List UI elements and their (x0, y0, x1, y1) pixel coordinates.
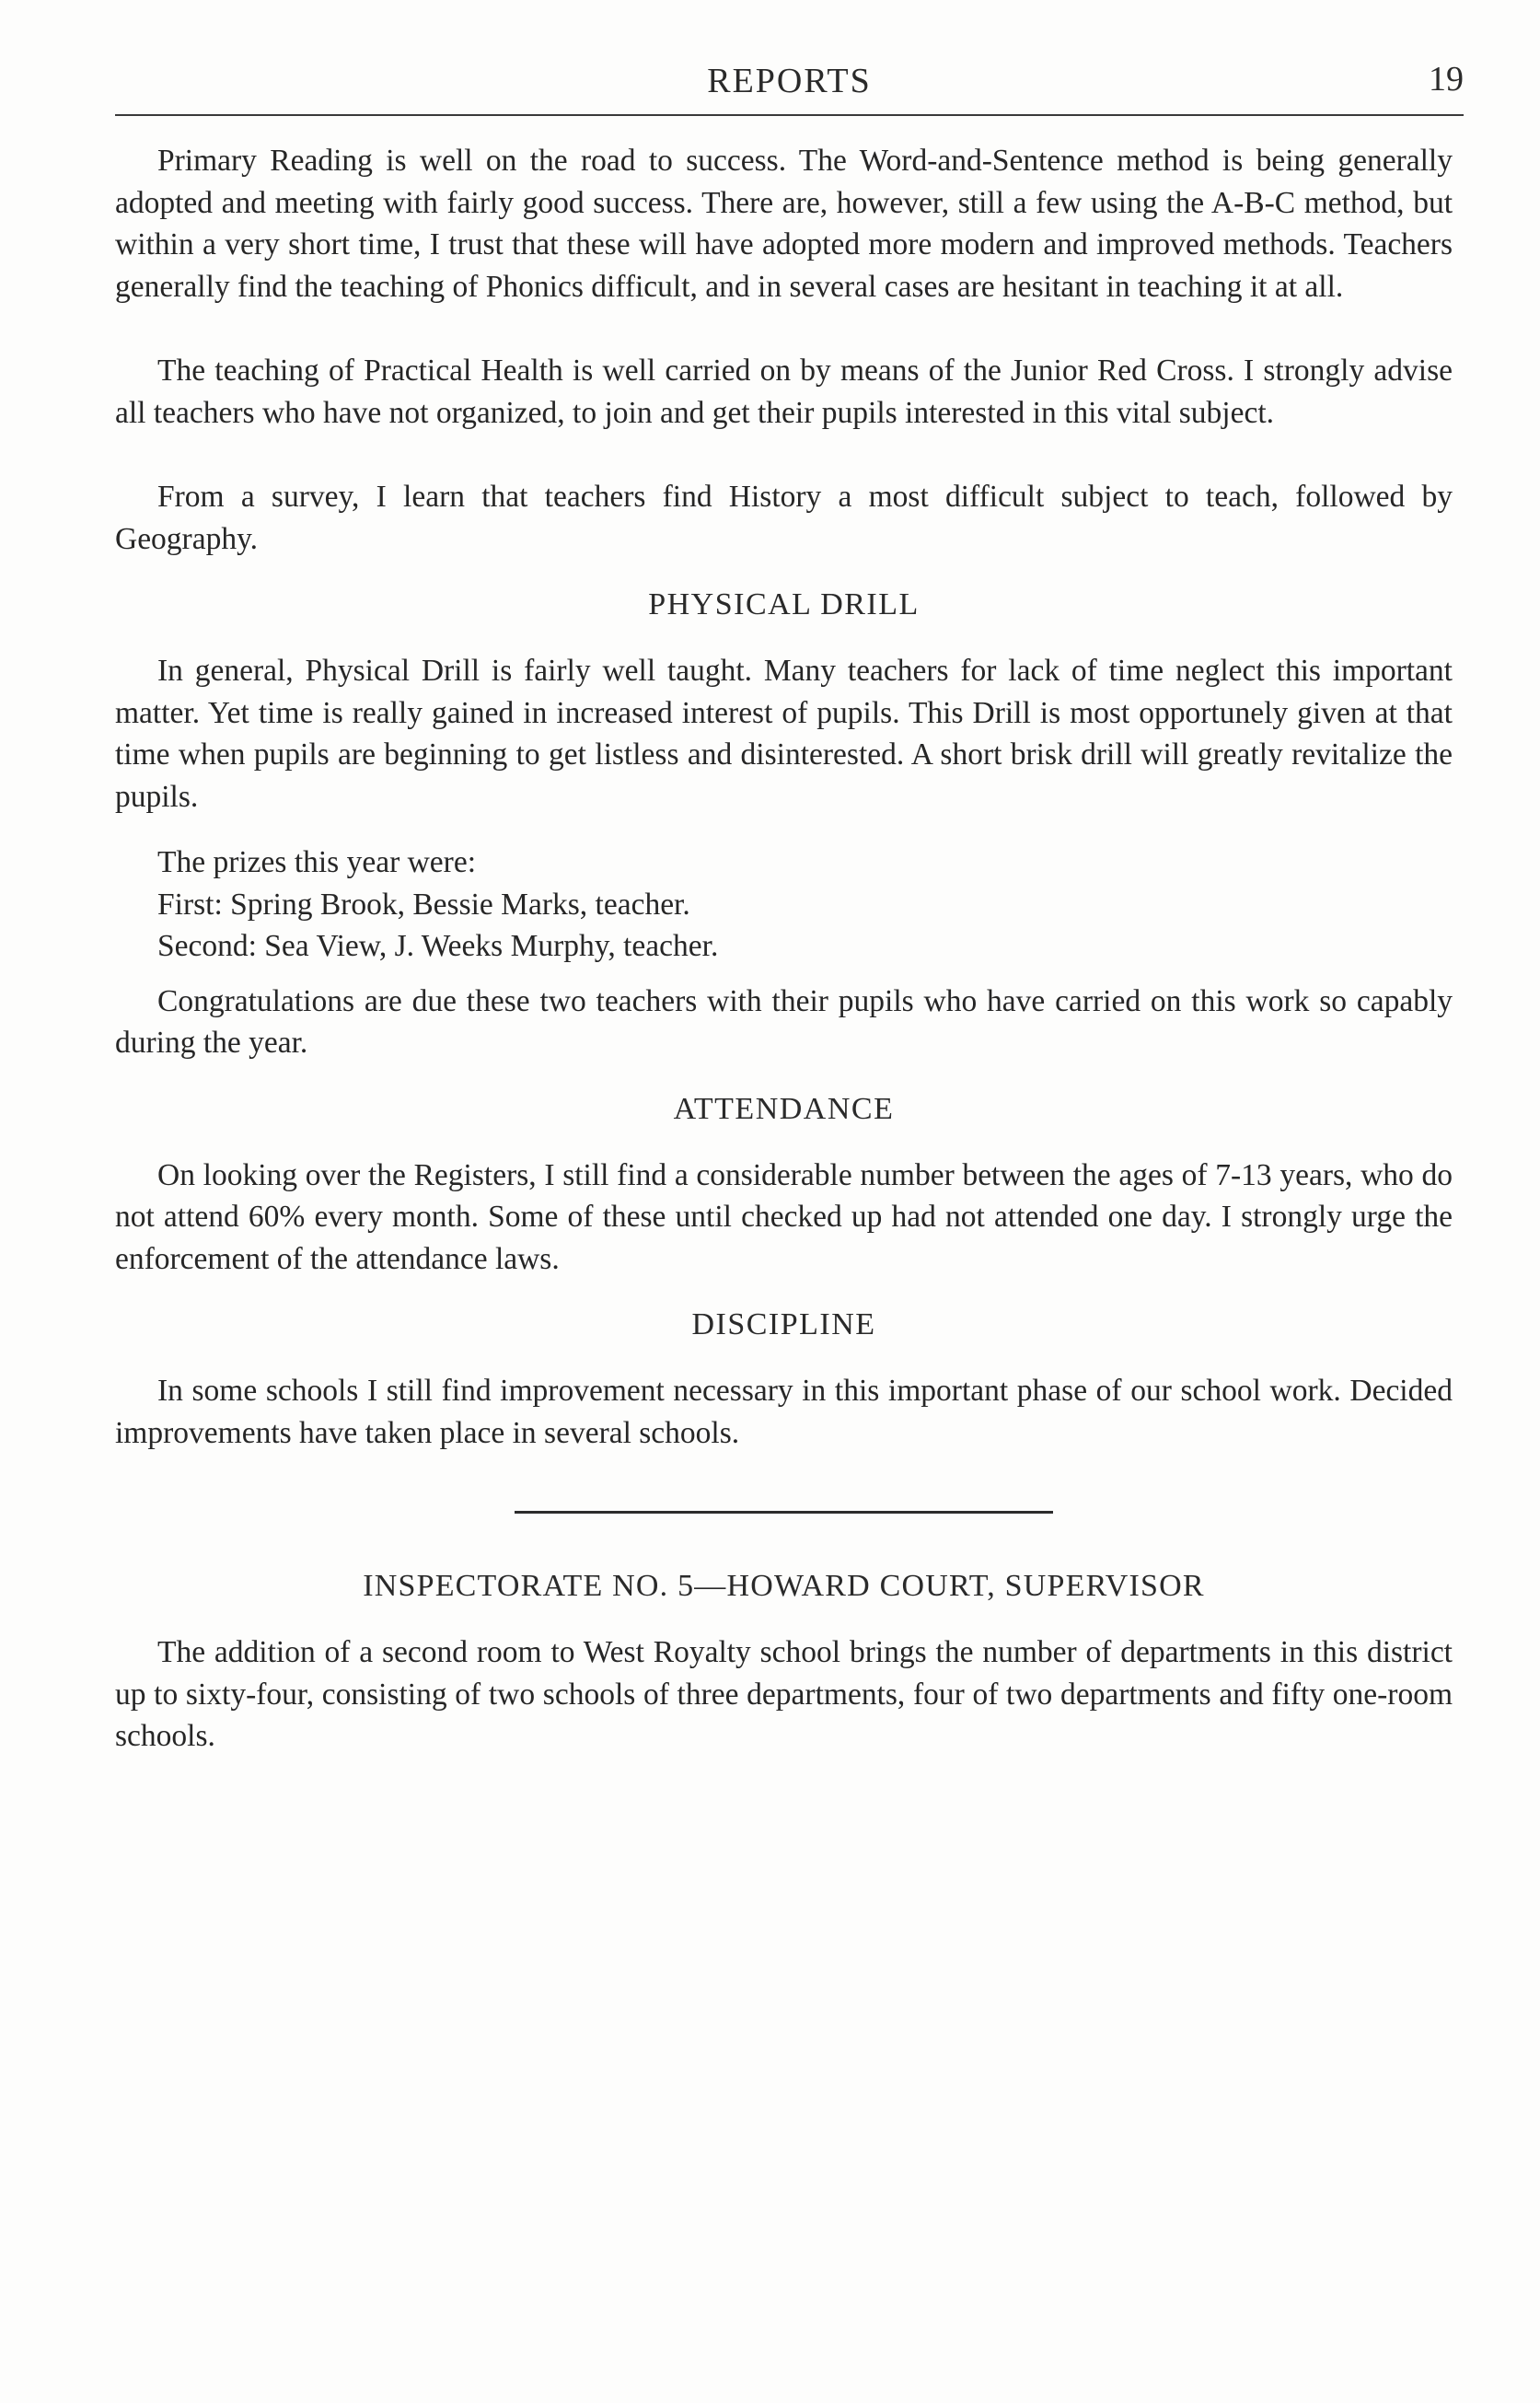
header-rule (115, 114, 1464, 116)
paragraph-congratulations: Congratulations are due these two teachers with their pupils who have carried on this work so capably during the year. (115, 983, 1453, 1060)
paragraph-attendance: On looking over the Registers, I still find a considerable number between the ages of 7-13 years, who do not attend 60% every month. Some of these until checked up had not attended one day. I strongly urge the enforcement of the attendance laws. (115, 1157, 1453, 1276)
page-number: 19 (1429, 60, 1464, 99)
paragraph-practical-health: The teaching of Practical Health is well carried on by means of the Junior Red Cross. I strongly advise all teachers who have not organized, to join and get their pupils interested in this vital subject. (115, 354, 1453, 430)
paragraph-discipline: In some schools I still find improvement necessary in this important phase of our school work. Decided improvements have taken place in several schools. (115, 1374, 1453, 1450)
prizes-intro: The prizes this year were: (157, 845, 477, 879)
paragraph-physical-drill: In general, Physical Drill is fairly well taught. Many teachers for lack of time neglect this important matter. Yet time is really gained in increased interest of pupils. This Drill is most opportunely given at that time when pupils are beginning to get listless and disinterested. A short brisk drill will greatly revitalize the pupils. (115, 654, 1453, 814)
paragraph-inspectorate: The addition of a second room to West Royalty school brings the number of departments in this district up to sixty-four, consisting of two schools of three departments, four of two departments and fifty one-room schools. (115, 1635, 1453, 1753)
prize-first: First: Spring Brook, Bessie Marks, teacher. (157, 887, 690, 922)
prize-second: Second: Sea View, J. Weeks Murphy, teacher. (157, 929, 719, 963)
heading-physical-drill: PHYSICAL DRILL (648, 587, 920, 621)
running-head: REPORTS (707, 62, 872, 100)
page-body (115, 140, 1453, 1758)
heading-discipline: DISCIPLINE (691, 1307, 876, 1341)
paragraph-survey: From a survey, I learn that teachers find History a most difficult subject to teach, followed by Geography. (115, 480, 1453, 556)
page-header (115, 57, 1464, 114)
heading-inspectorate: INSPECTORATE NO. 5—HOWARD COURT, SUPERVISOR (363, 1569, 1205, 1603)
paragraph-primary-reading: Primary Reading is well on the road to success. The Word-and-Sentence method is being generally adopted and meeting with fairly good success. There are, however, still a few using the A-B-C method, but within a very short time, I trust that these will have adopted more modern and improved methods. Teachers generally find the teaching of Phonics difficult, and in several cases are hesitant in teaching it at all. (115, 144, 1453, 304)
heading-attendance: ATTENDANCE (673, 1091, 895, 1126)
